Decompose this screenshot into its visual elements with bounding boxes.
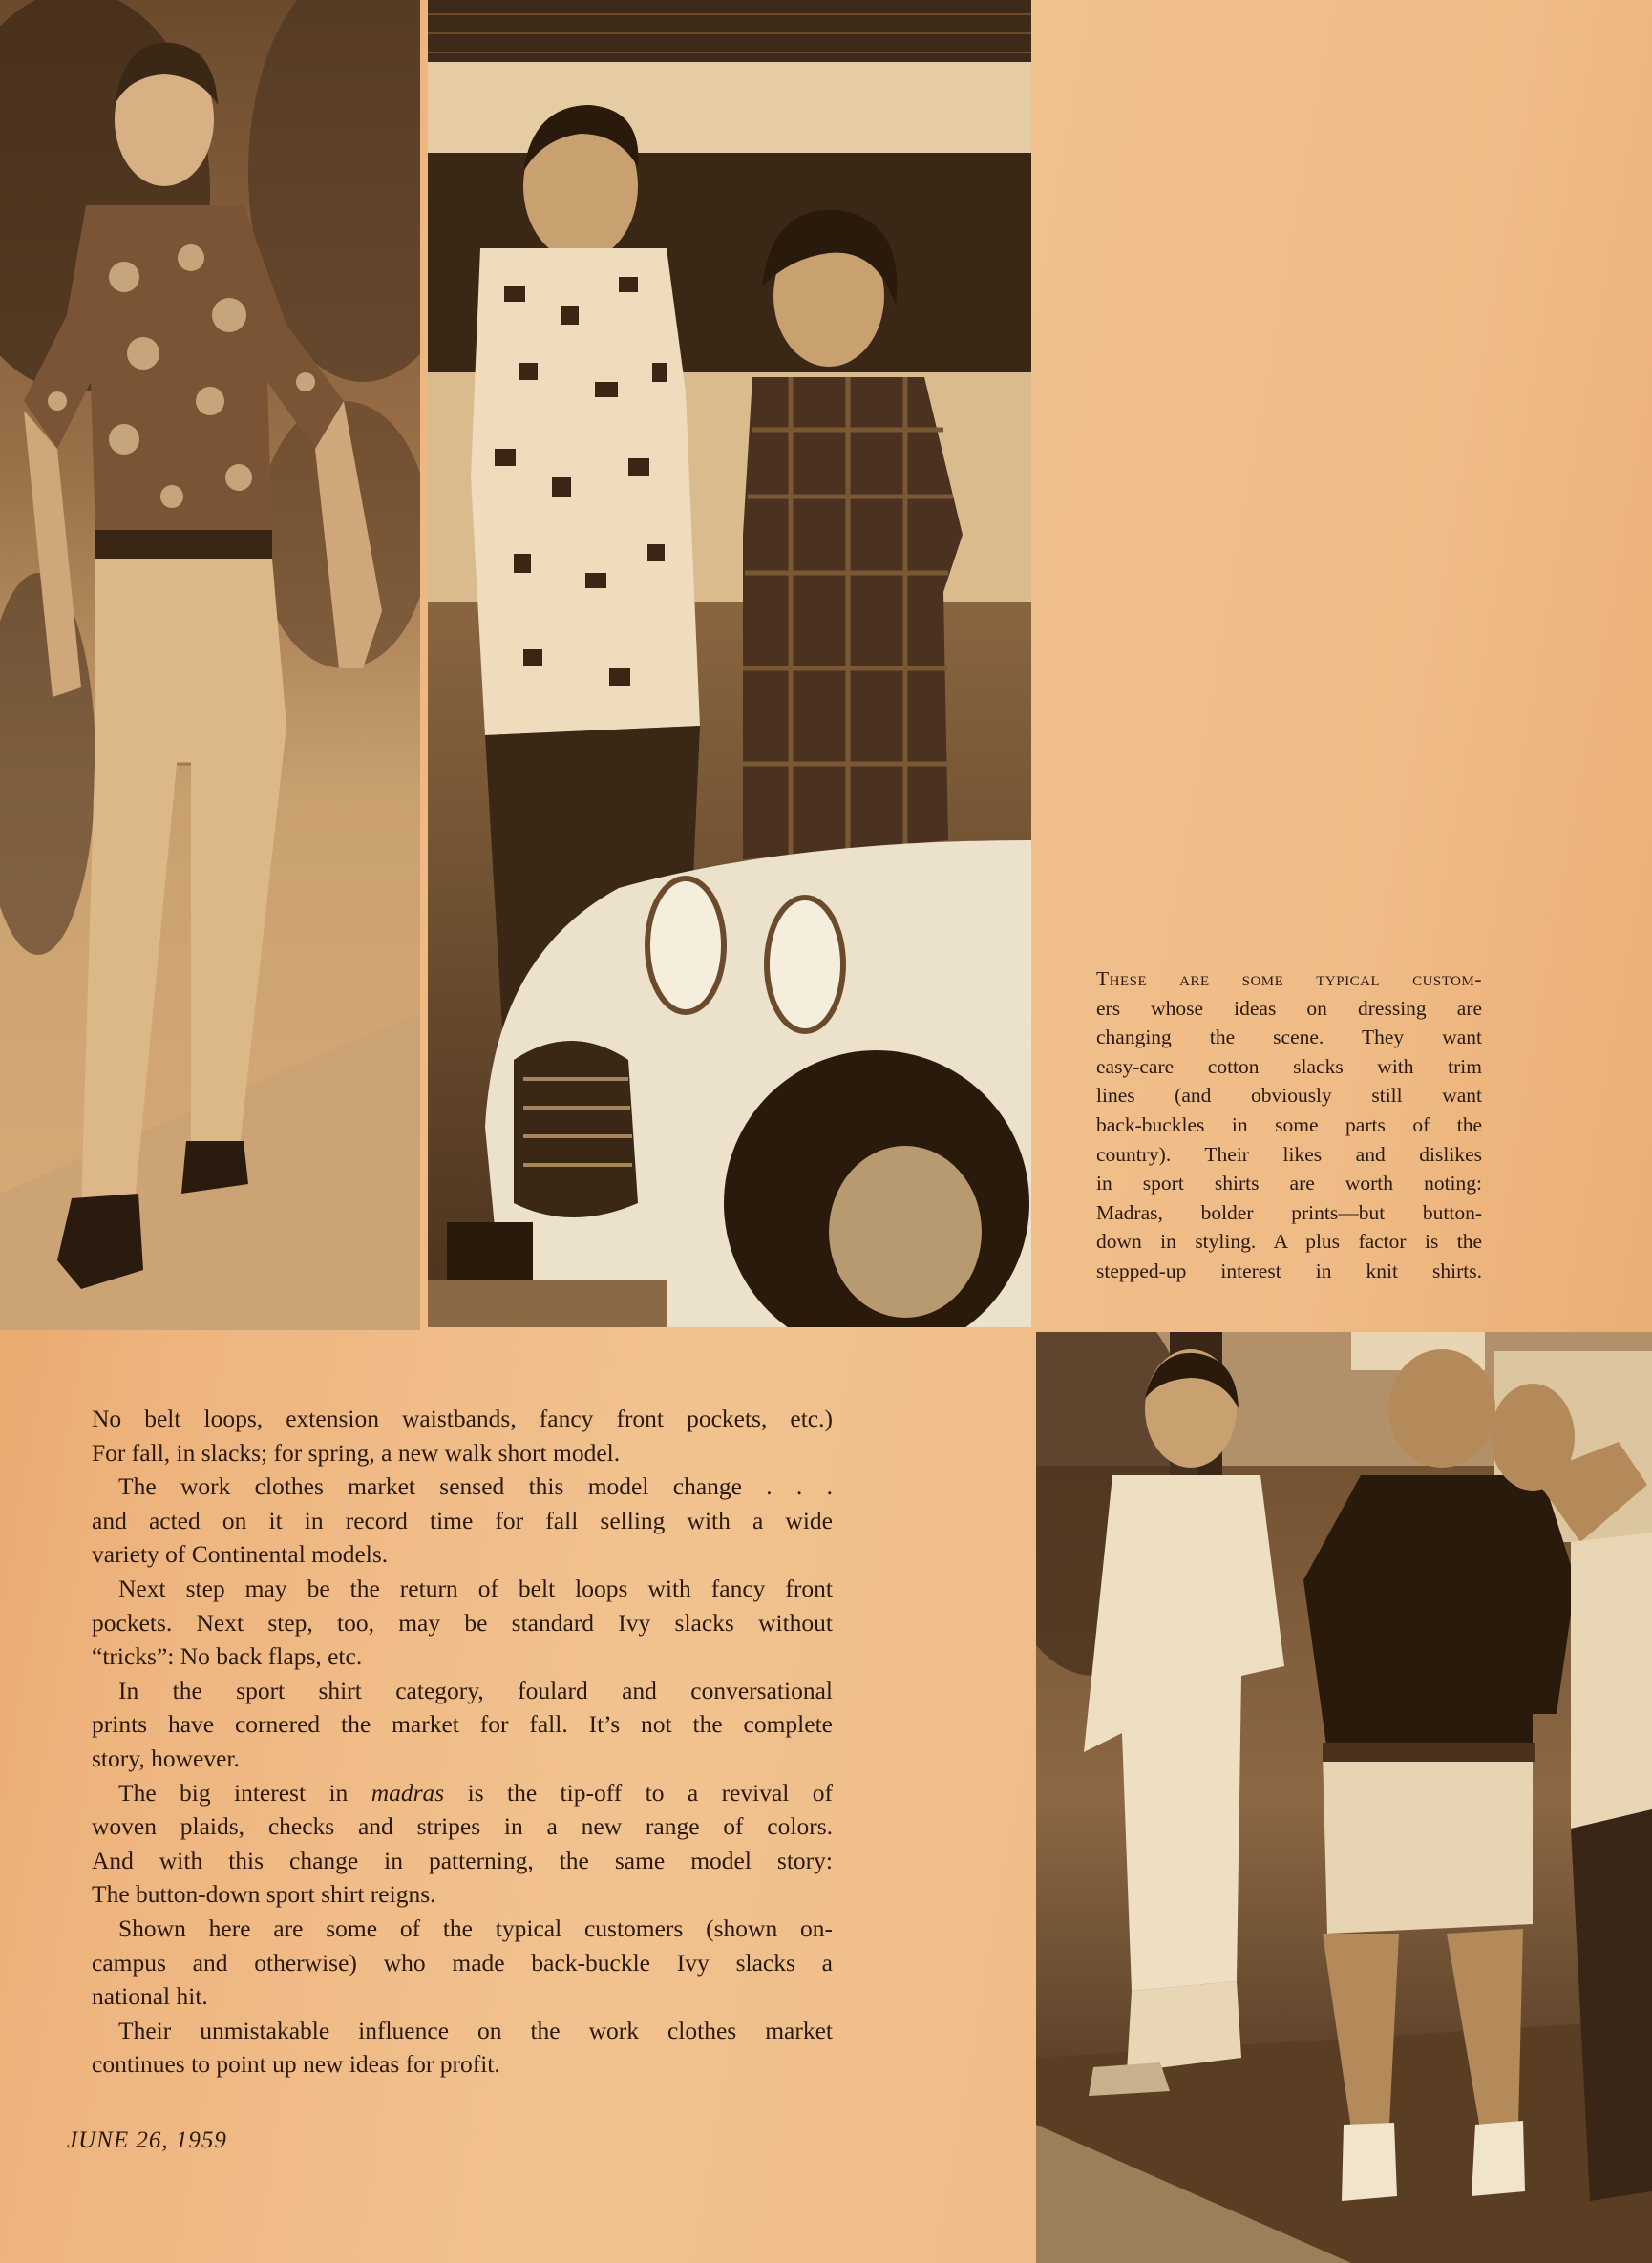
article-line: And with this change in patterning, the same model story:	[92, 1846, 833, 1874]
article-line: woven plaids, checks and stripes in a new range of colors.	[92, 1812, 833, 1841]
article-line: “tricks”: No back flaps, etc.	[92, 1642, 363, 1671]
article-line: pockets. Next step, too, may be standard Ivy slacks without	[92, 1608, 833, 1637]
caption-line: Madras, bolder prints—but button-	[1096, 1200, 1482, 1224]
article-line: In the sport shirt category, foulard and conversational	[118, 1676, 833, 1704]
caption-line: down in styling. A plus factor is the	[1096, 1230, 1482, 1254]
article-line: story, however.	[92, 1744, 240, 1772]
caption-line: in sport shirts are worth noting:	[1096, 1172, 1482, 1195]
article-line: Their unmistakable influence on the work clothes market	[118, 2016, 833, 2044]
article-text: The big interest in	[118, 1778, 371, 1807]
article-line: Shown here are some of the typical customers (shown on-	[118, 1914, 833, 1942]
article-line: The work clothes market sensed this model change . . .	[118, 1472, 833, 1501]
article-text: is the tip-off to a revival of	[444, 1778, 833, 1807]
caption-line: changing the scene. They want	[1096, 1026, 1482, 1049]
article-line: For fall, in slacks; for spring, a new walk short model.	[92, 1438, 621, 1467]
article-line: The button-down sport shirt reigns.	[92, 1880, 436, 1909]
article-emphasis: madras	[371, 1778, 445, 1807]
article-line: prints have cornered the market for fall. It’s not the complete	[92, 1710, 833, 1739]
article-line: national hit.	[92, 1982, 208, 2011]
caption-line: These are some typical custom-	[1096, 967, 1482, 990]
caption-line: easy-care cotton slacks with trim	[1096, 1054, 1482, 1078]
caption-line: ers whose ideas on dressing are	[1096, 996, 1482, 1020]
article-line: campus and otherwise) who made back-buckle Ivy slacks a	[92, 1948, 833, 1977]
caption-line: country). Their likes and dislikes	[1096, 1142, 1482, 1166]
photo-couple-car	[428, 0, 1031, 1327]
caption-line: stepped-up interest in knit shirts.	[1096, 1258, 1482, 1282]
caption-line: lines (and obviously still want	[1096, 1084, 1482, 1108]
photo-walking-man	[0, 0, 420, 1330]
photo-caption	[1096, 964, 1482, 1286]
issue-date: JUNE 26, 1959	[67, 2127, 227, 2153]
article-line: variety of Continental models.	[92, 1540, 389, 1569]
article-line: No belt loops, extension waistbands, fancy front pockets, etc.)	[92, 1405, 833, 1432]
article-body	[92, 1402, 833, 2082]
article-line	[92, 1776, 833, 1810]
photo-group-outdoors	[1036, 1332, 1652, 2263]
article-line: continues to point up new ideas for profit.	[92, 2050, 500, 2079]
caption-line: back-buckles in some parts of the	[1096, 1112, 1482, 1136]
article-line: and acted on it in record time for fall selling with a wide	[92, 1506, 833, 1534]
article-line: Next step may be the return of belt loops with fancy front	[118, 1574, 833, 1602]
